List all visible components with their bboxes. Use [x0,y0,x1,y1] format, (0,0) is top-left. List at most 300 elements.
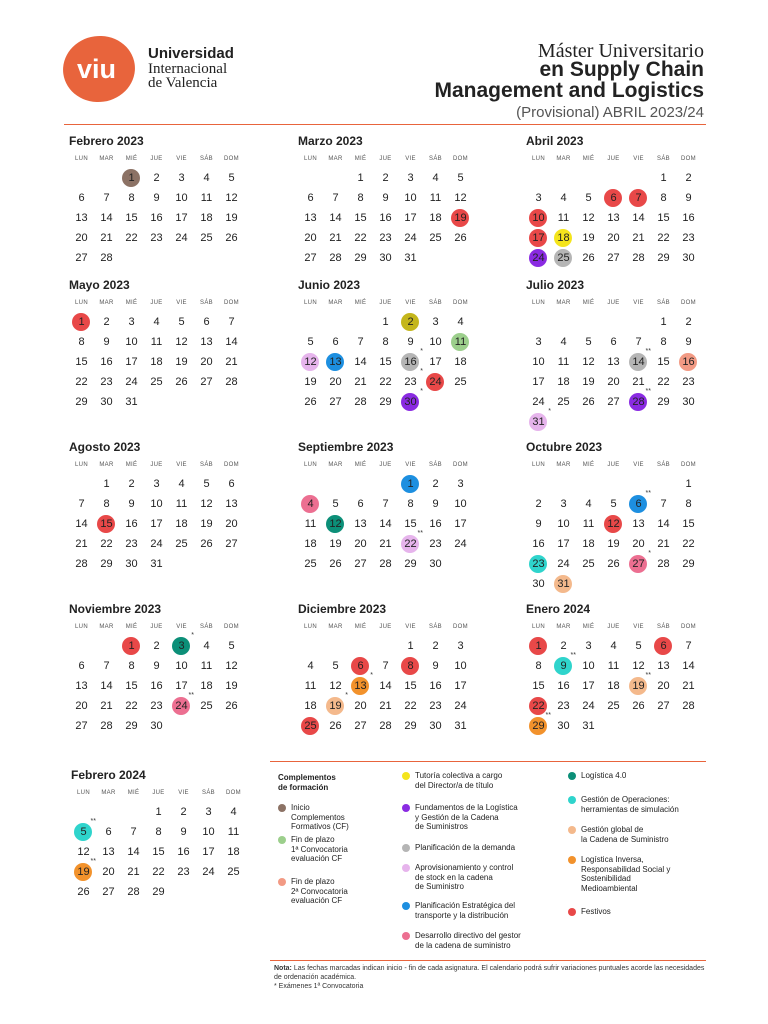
week-row [298,716,488,736]
day-number: 13 [657,660,670,672]
day-number: 16 [557,680,570,692]
day-cell [423,636,448,656]
day-cell [526,712,551,736]
day-cell [373,392,398,412]
day-cell [423,716,448,736]
day-cell [626,490,651,514]
day-cell [96,862,121,882]
day-cell [651,392,676,412]
day-cell [323,716,348,736]
day-cell [94,208,119,228]
day-cell [219,208,244,228]
empty-day [298,636,323,656]
day-number: 24 [150,538,163,550]
day-number: 18 [200,212,213,224]
day-cell [676,228,701,248]
week-row [526,248,716,268]
week-row [298,554,488,574]
week-row [298,494,488,514]
day-number: 20 [657,680,670,692]
day-number: 19 [304,376,317,388]
weekday-label: DOM [453,156,468,162]
empty-day [348,474,373,494]
day-cell [576,514,601,534]
empty-day [576,474,601,494]
day-number: 15 [657,356,670,368]
day-cell [94,474,119,494]
day-number: 19 [582,376,595,388]
day-cell [119,352,144,372]
day-cell [526,372,551,392]
empty-day [626,312,651,332]
day-number: 22 [379,376,392,388]
day-cell [94,514,119,534]
day-number: 27 [607,396,620,408]
exam-asterisk: * [345,692,348,699]
day-cell [119,534,144,554]
weekday-label: MIÉ [582,462,595,468]
legend-label: Logística 4.0 [581,771,627,780]
day-number: 7 [382,498,389,510]
legend-label: Fundamentos de la Logística y Gestión de la Cadena de Suministros [415,803,518,831]
day-number: 24 [532,252,545,264]
day-number: 30 [404,396,417,408]
week-row [71,802,261,822]
day-cell [626,636,651,656]
day-number: 2 [685,172,692,184]
day-cell [298,228,323,248]
day-number: 9 [180,826,187,838]
weekday-label: MAR [556,156,571,162]
day-number: 7 [685,640,692,652]
day-cell [348,514,373,534]
day-number: 29 [100,558,113,570]
day-number: 9 [685,192,692,204]
day-number: 18 [175,518,188,530]
day-number: 23 [177,866,190,878]
day-cell [398,332,423,352]
day-cell [398,188,423,208]
day-cell [398,248,423,268]
day-number: 3 [153,478,160,490]
week-row [69,656,259,676]
day-number: 11 [200,660,213,672]
day-cell [71,858,96,882]
day-number: 17 [454,518,467,530]
day-cell [94,534,119,554]
week-row [71,858,261,882]
week-row [69,514,259,534]
weekday-label: SÁB [657,156,670,162]
day-number: 28 [329,252,342,264]
day-number: 4 [432,172,439,184]
day-number: 12 [329,680,342,692]
day-cell [526,656,551,676]
day-number: 30 [150,720,163,732]
day-number: 2 [153,640,160,652]
weekday-label: DOM [224,156,239,162]
day-cell [298,656,323,676]
day-number: 20 [607,232,620,244]
day-number: 1 [660,172,667,184]
week-row [69,716,259,736]
weekday-label: DOM [453,300,468,306]
weekday-label: VIE [176,462,187,468]
day-number: 11 [304,518,317,530]
day-number: 26 [225,232,238,244]
day-number: 6 [307,192,314,204]
day-number: 21 [127,866,140,878]
week-row [526,534,716,554]
day-number: 18 [227,846,240,858]
weekday-label: LUN [304,462,317,468]
weekday-label: LUN [75,300,88,306]
month-4 [298,278,488,412]
legend-dot [278,804,286,812]
empty-day [626,168,651,188]
weekday-label: MIÉ [125,156,138,162]
week-row [69,312,259,332]
day-cell [676,332,701,352]
month-5 [526,278,716,432]
day-number: 3 [128,316,135,328]
day-cell [423,168,448,188]
day-number: 11 [200,192,213,204]
day-number: 16 [429,518,442,530]
day-number: 12 [77,846,90,858]
day-cell [144,696,169,716]
day-cell [298,188,323,208]
day-cell [526,332,551,352]
day-number: 27 [75,720,88,732]
day-cell [194,696,219,716]
day-cell [576,554,601,574]
day-number: 2 [103,316,110,328]
day-number: 10 [175,192,188,204]
month-3 [69,278,259,412]
legend-label: Inicio Complementos Formativos (CF) [291,803,349,831]
day-cell [298,696,323,716]
day-cell [71,882,96,902]
week-row [526,636,716,656]
day-cell [551,392,576,412]
day-cell [169,352,194,372]
day-number: 17 [532,232,545,244]
day-cell [348,372,373,392]
day-cell [398,388,423,412]
day-cell [169,332,194,352]
day-cell [94,352,119,372]
divider-note [270,960,706,961]
day-cell [551,208,576,228]
day-cell [194,372,219,392]
week-row [71,818,261,842]
day-cell [601,372,626,392]
day-cell [196,862,221,882]
header [0,0,768,124]
day-cell [448,514,473,534]
day-number: 29 [404,720,417,732]
day-number: 2 [560,640,567,652]
day-cell [398,636,423,656]
day-number: 3 [457,640,464,652]
day-cell [194,534,219,554]
day-number: 26 [175,376,188,388]
day-cell [194,208,219,228]
day-cell [348,494,373,514]
day-cell [626,514,651,534]
week-row [526,312,716,332]
day-number: 16 [532,538,545,550]
day-number: 14 [100,212,113,224]
day-number: 1 [128,172,135,184]
day-number: 1 [685,478,692,490]
weekday-label: SÁB [429,624,442,630]
day-cell [651,494,676,514]
day-number: 13 [200,336,213,348]
day-number: 4 [307,498,314,510]
month-6 [69,440,259,574]
day-cell [373,514,398,534]
day-number: 13 [329,356,342,368]
legend-label: Tutoría colectiva a cargo del Director/a de título [415,771,503,790]
day-number: 16 [125,518,138,530]
day-cell [423,534,448,554]
day-number: 17 [429,356,442,368]
week-row [69,692,259,716]
week-row [298,692,488,716]
day-cell [298,554,323,574]
day-cell [121,882,146,902]
weekday-header [298,624,488,636]
day-cell [676,312,701,332]
day-cell [676,696,701,716]
week-row [526,490,716,514]
day-cell [373,248,398,268]
day-cell [373,716,398,736]
day-number: 30 [682,252,695,264]
day-number: 26 [632,700,645,712]
week-row [69,248,259,268]
day-cell [423,494,448,514]
day-cell [144,676,169,696]
day-cell [323,372,348,392]
day-cell [373,494,398,514]
day-cell [194,168,219,188]
day-cell [219,228,244,248]
day-cell [219,312,244,332]
week-row [69,188,259,208]
day-number: 31 [125,396,138,408]
day-number: 25 [304,720,317,732]
day-cell [651,514,676,534]
day-number: 26 [200,538,213,550]
day-cell [626,348,651,372]
week-row [69,676,259,696]
weekday-label: DOM [453,624,468,630]
empty-day [526,474,551,494]
day-cell [576,534,601,554]
day-number: 22 [404,538,417,550]
month-11 [526,602,716,736]
day-cell [626,672,651,696]
empty-day [601,168,626,188]
weekday-label: MAR [556,462,571,468]
exam-asterisk: * [370,672,373,679]
day-cell [146,842,171,862]
day-number: 26 [77,886,90,898]
exam-asterisk: * [648,550,651,557]
day-cell [626,248,651,268]
day-number: 19 [225,680,238,692]
week-row [298,636,488,656]
day-cell [398,348,423,372]
weekday-header [298,462,488,474]
month-8 [526,440,716,594]
day-number: 23 [150,700,163,712]
day-cell [144,534,169,554]
day-number: 28 [657,558,670,570]
empty-day [298,312,323,332]
day-cell [169,168,194,188]
day-number: 18 [582,538,595,550]
day-number: 23 [429,700,442,712]
day-cell [194,636,219,656]
day-number: 18 [557,376,570,388]
day-cell [526,208,551,228]
day-number: 5 [457,172,464,184]
week-row [298,228,488,248]
week-row [298,530,488,554]
day-number: 12 [607,518,620,530]
weekday-label: JUE [150,462,163,468]
day-cell [348,696,373,716]
day-cell [601,248,626,268]
day-cell [119,554,144,574]
day-number: 6 [357,498,364,510]
month-9 [69,602,259,736]
day-cell [526,636,551,656]
day-cell [144,352,169,372]
weekday-label: MAR [328,156,343,162]
day-number: 8 [128,660,135,672]
day-cell [69,392,94,412]
weekday-header [69,624,259,636]
day-cell [69,534,94,554]
day-cell [576,208,601,228]
month-2 [526,134,716,268]
day-number: 23 [682,376,695,388]
day-number: 9 [535,518,542,530]
day-number: 22 [125,700,138,712]
month-title: Septiembre 2023 [298,440,394,454]
legend-dot [568,908,576,916]
day-cell [398,676,423,696]
day-cell [221,802,246,822]
day-number: 6 [78,192,85,204]
day-number: 29 [354,252,367,264]
day-cell [94,312,119,332]
day-cell [169,534,194,554]
weekday-label: VIE [405,462,416,468]
day-number: 17 [582,680,595,692]
day-cell [551,332,576,352]
day-cell [69,208,94,228]
day-number: 30 [682,396,695,408]
day-number: 4 [178,478,185,490]
day-cell [551,248,576,268]
day-number: 15 [532,680,545,692]
day-cell [576,352,601,372]
day-cell [69,248,94,268]
day-number: 14 [632,356,645,368]
day-cell [576,636,601,656]
day-cell [96,882,121,902]
legend-dot [278,836,286,844]
title-line3: Management and Logistics [434,79,704,102]
day-number: 18 [454,356,467,368]
day-cell [144,168,169,188]
day-cell [423,312,448,332]
day-cell [651,248,676,268]
day-cell [323,656,348,676]
day-cell [169,494,194,514]
day-cell [69,656,94,676]
day-number: 1 [407,640,414,652]
month-title: Diciembre 2023 [298,602,387,616]
day-number: 13 [607,212,620,224]
day-number: 10 [202,826,215,838]
weekday-label: DOM [681,300,696,306]
day-number: 5 [585,192,592,204]
weekday-header [69,462,259,474]
day-number: 12 [582,356,595,368]
day-number: 9 [560,660,567,672]
month-title: Julio 2023 [526,278,585,292]
week-row [298,672,488,696]
day-number: 3 [432,316,439,328]
day-cell [144,514,169,534]
weekday-label: MAR [101,790,116,796]
day-number: 22 [152,866,165,878]
week-row [69,474,259,494]
day-number: 22 [404,700,417,712]
day-cell [348,392,373,412]
day-number: 27 [225,538,238,550]
weekday-label: JUE [150,624,163,630]
day-number: 2 [432,640,439,652]
day-cell [601,352,626,372]
empty-day [323,312,348,332]
title-subtitle: (Provisional) ABRIL 2023/24 [516,104,704,121]
day-cell [601,696,626,716]
day-cell [144,228,169,248]
day-cell [298,494,323,514]
weekday-label: SÁB [657,624,670,630]
weekday-label: VIE [633,156,644,162]
weekday-label: MAR [556,624,571,630]
day-cell [423,352,448,372]
day-number: 8 [382,336,389,348]
weekday-label: VIE [405,156,416,162]
day-number: 20 [304,232,317,244]
day-cell [119,656,144,676]
day-cell [221,862,246,882]
exam-asterisk: ** [545,712,551,719]
day-number: 7 [357,336,364,348]
day-number: 14 [632,212,645,224]
empty-day [96,802,121,822]
